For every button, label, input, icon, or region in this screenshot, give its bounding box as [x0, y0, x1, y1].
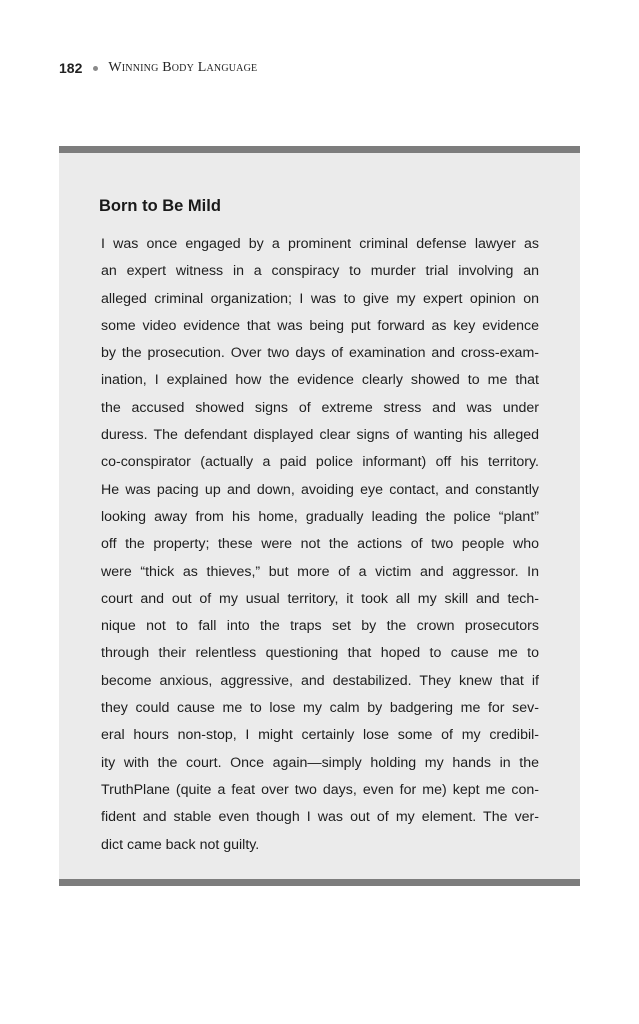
body-line: fident and stable even though I was out of my element. The ver- — [101, 809, 539, 826]
body-line: co-conspirator (actually a paid police informant) off his territory. — [101, 454, 539, 471]
body-line: ity with the court. Once again—simply holding my hands in the — [101, 754, 539, 771]
body-line: off the property; these were not the actions of two people who — [101, 536, 539, 553]
body-line: He was pacing up and down, avoiding eye contact, and constantly — [101, 481, 539, 498]
body-line: ination, I explained how the evidence clearly showed to me that — [101, 372, 539, 389]
body-line: through their relentless questioning that hoped to cause me to — [101, 645, 539, 662]
body-line-last: dict came back not guilty. — [101, 836, 260, 853]
body-line: some video evidence that was being put forward as key evidence — [101, 317, 539, 334]
running-head — [59, 58, 257, 78]
sidebar-body — [101, 231, 539, 859]
body-line: become anxious, aggressive, and destabilized. They knew that if — [101, 672, 539, 689]
body-line: alleged criminal organization; I was to give my expert opinion on — [101, 290, 539, 307]
body-line: TruthPlane (quite a feat over two days, even for me) kept me con- — [101, 781, 539, 798]
body-line: I was once engaged by a prominent criminal defense lawyer as — [101, 236, 539, 252]
body-line: an expert witness in a conspiracy to murder trial involving an — [101, 263, 539, 280]
page-number: 182 — [59, 60, 83, 76]
separator-bullet-icon — [93, 66, 98, 71]
body-line: the accused showed signs of extreme stress and was under — [101, 399, 539, 416]
book-title: Winning Body Language — [108, 60, 258, 75]
body-line: nique not to fall into the traps set by the crown prosecutors — [101, 618, 539, 635]
body-line: looking away from his home, gradually leading the police “plant” — [101, 508, 539, 525]
body-line: duress. The defendant displayed clear signs of wanting his alleged — [101, 427, 539, 444]
body-line: they could cause me to lose my calm by badgering me for sev- — [101, 700, 539, 717]
body-line: by the prosecution. Over two days of examination and cross-exam- — [101, 345, 539, 362]
body-line: were “thick as thieves,” but more of a victim and aggressor. In — [101, 563, 539, 580]
sidebar-box — [59, 146, 580, 886]
sidebar-title: Born to Be Mild — [99, 197, 221, 215]
body-line: court and out of my usual territory, it took all my skill and tech- — [101, 590, 539, 607]
body-line: eral hours non-stop, I might certainly lose some of my credibil- — [101, 727, 539, 744]
